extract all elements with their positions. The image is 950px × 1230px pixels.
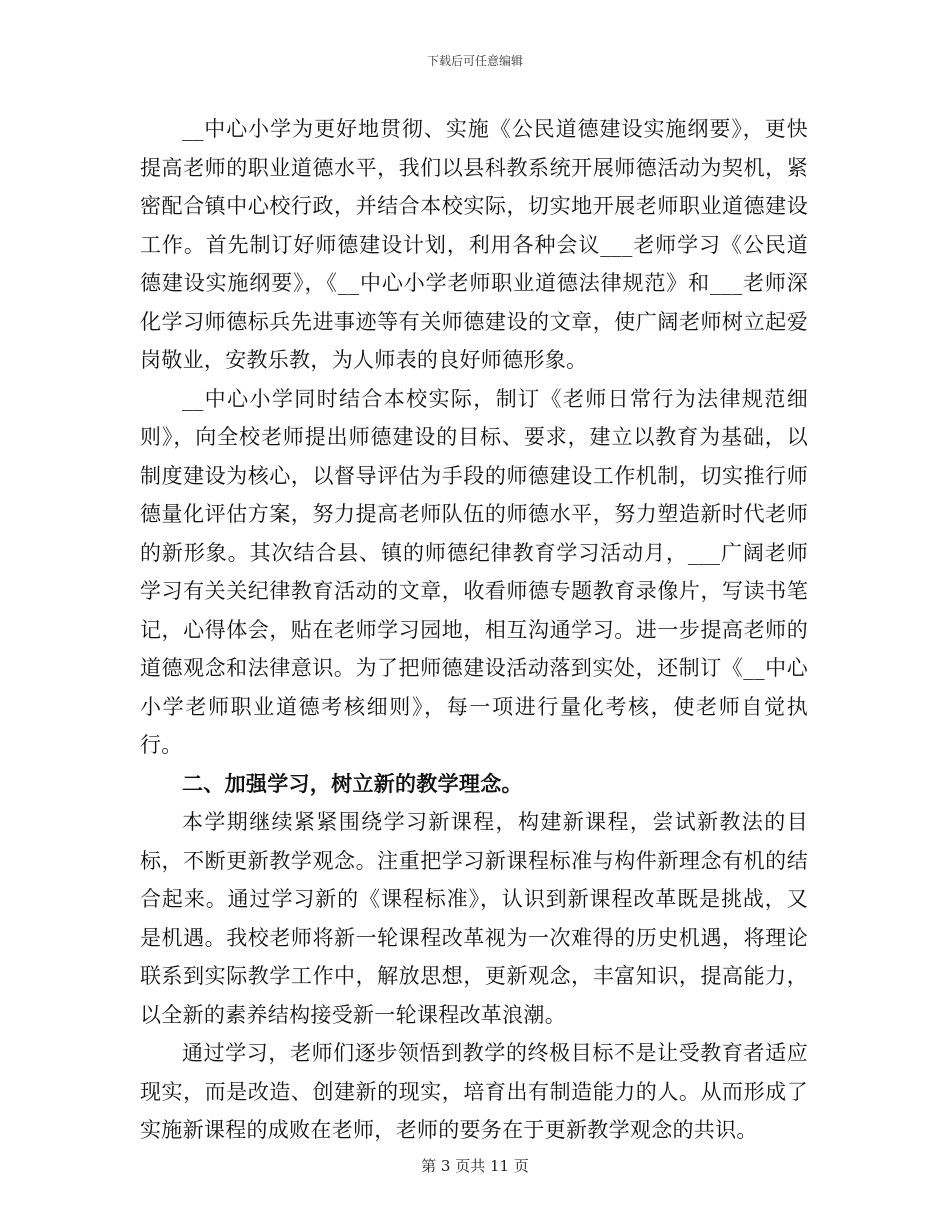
section-heading: 二、加强学习，树立新的教学理念。 (182, 770, 523, 796)
page-number: 第 3 页共 11 页 (421, 1157, 529, 1175)
paragraph-1: __中心小学为更好地贯彻、实施《公民道德建设实施纲要》，更快提高老师的职业道德水平，我们以县科教系统开展师德活动为契机，紧密配合镇中心校行政，并结合本校实际，切实地开展老师职业道德建设工作。首先制订好师德建设计划，利用各种会议___老师学习《公民道德建设实施纲要》，《__中心小学老师职业道德法律规范》和___老师深化学习师德标兵先进事迹等有关师德建设的文章，使广阔老师树立起爱岗敬业，安教乐教，为人师表的良好师德形象。 (140, 117, 808, 372)
page-header-note: 下载后可任意编辑 (426, 54, 523, 68)
document-body (140, 110, 808, 1150)
paragraph-4: 通过学习，老师们逐步领悟到教学的终极目标不是让受教育者适应现实，而是改造、创建新的现实，培育出有制造能力的人。从而形成了实施新课程的成败在老师，老师的要务在于更新教学观念的共识。 (140, 1041, 808, 1142)
paragraph-2: __中心小学同时结合本校实际，制订《老师日常行为法律规范细则》，向全校老师提出师德建设的目标、要求，建立以教育为基础，以制度建设为核心，以督导评估为手段的师德建设工作机制，切实推行师德量化评估方案，努力提高老师队伍的师德水平，努力塑造新时代老师的新形象。其次结合县、镇的师德纪律教育学习活动月，___广阔老师学习有关关纪律教育活动的文章，收看师德专题教育录像片，写读书笔记，心得体会，贴在老师学习园地，相互沟通学习。进一步提高老师的道德观念和法律意识。为了把师德建设活动落到实处，还制订《__中心小学老师职业道德考核细则》，每一项进行量化考核，使老师自觉执行。 (140, 386, 808, 757)
paragraph-3: 本学期继续紧紧围绕学习新课程，构建新课程，尝试新教法的目标，不断更新教学观念。注重把学习新课程标准与构件新理念有机的结合起来。通过学习新的《课程标准》，认识到新课程改革既是挑战，又是机遇。我校老师将新一轮课程改革视为一次难得的历史机遇，将理论联系到实际教学工作中，解放思想，更新观念，丰富知识，提高能力，以全新的素养结构接受新一轮课程改革浪潮。 (140, 810, 808, 1027)
